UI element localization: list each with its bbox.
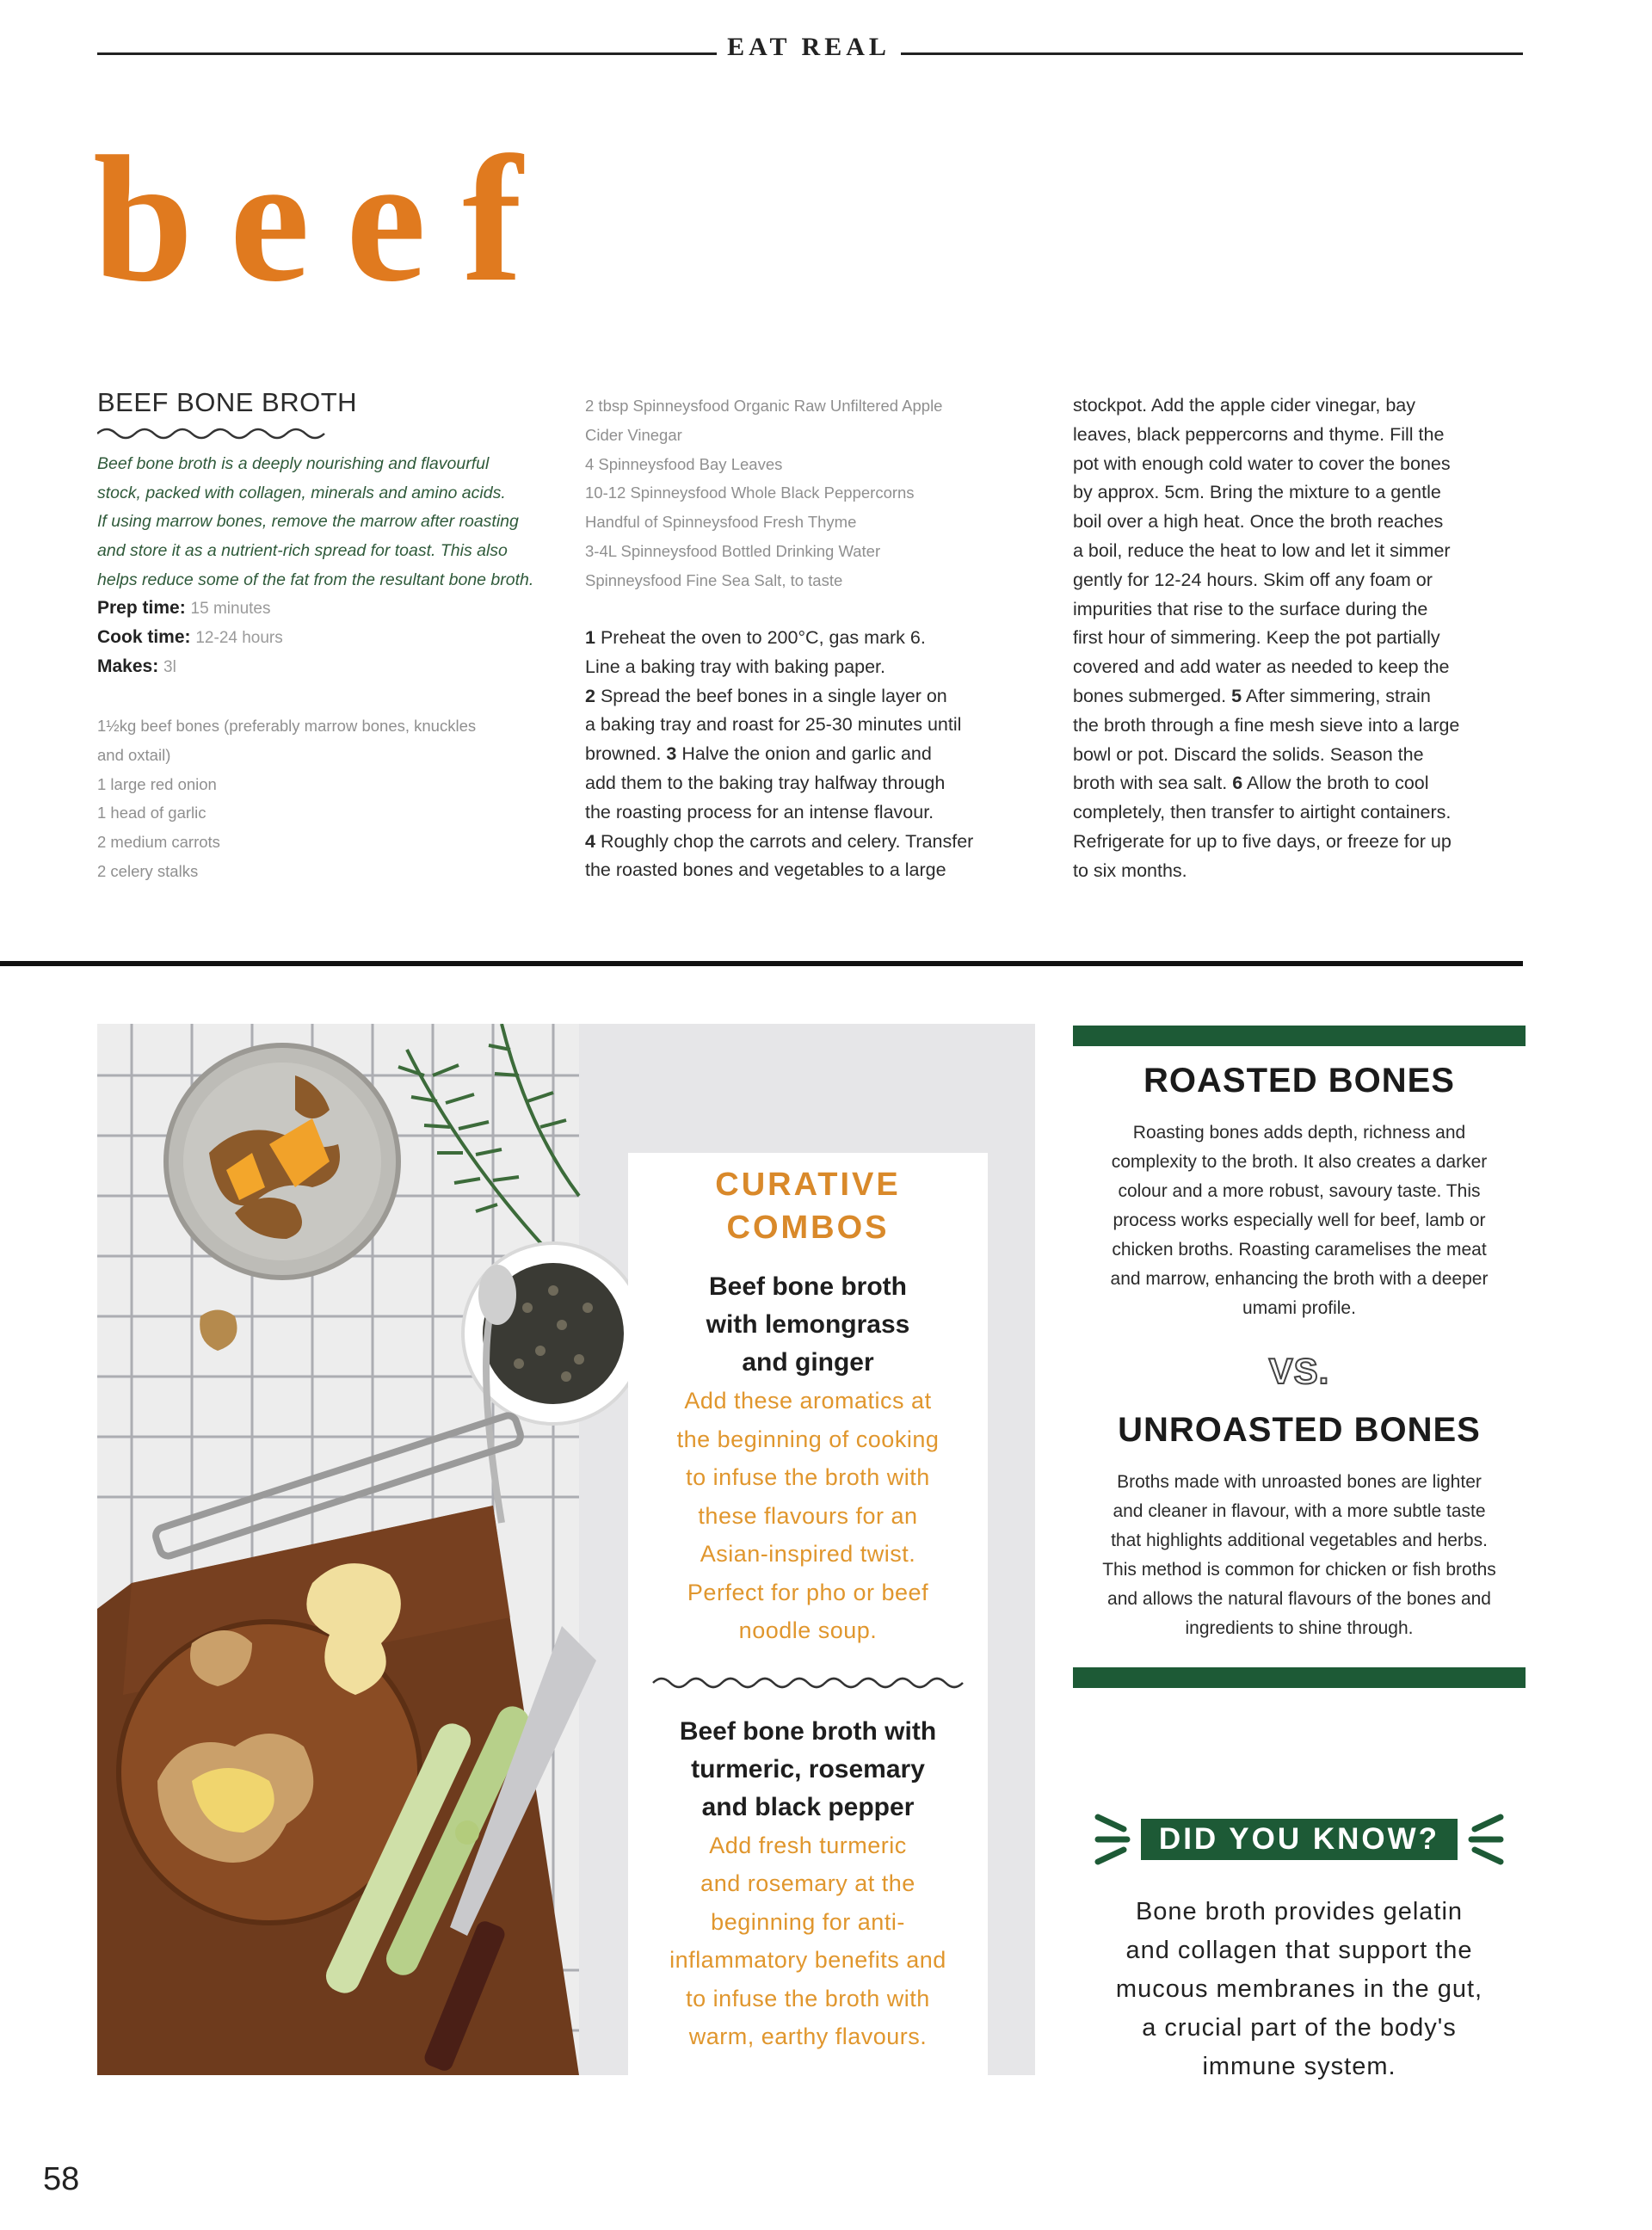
combo-2-title: Beef bone broth with turmeric, rosemary and black pepper	[679, 1716, 937, 1821]
burst-right-icon	[1464, 1807, 1507, 1872]
method-line: bowl or pot. Discard the solids. Season the	[1073, 743, 1424, 765]
ingredient: 3-4L Spinneysfood Bottled Drinking Water	[585, 541, 881, 560]
card-title: CURATIVE	[715, 1167, 901, 1203]
combo-1-title: Beef bone broth with lemongrass and ginger	[706, 1272, 910, 1377]
page-title: beef	[93, 120, 559, 319]
did-you-know-label: DID YOU KNOW?	[1141, 1819, 1458, 1860]
card-title: COMBOS	[726, 1210, 890, 1246]
method-line: covered and add water as needed to keep the	[1073, 656, 1450, 678]
ingredient: 1 large red onion	[97, 774, 217, 793]
method-line: to six months.	[1073, 859, 1187, 881]
method-line: by approx. 5cm. Bring the mixture to a gentle	[1073, 482, 1441, 503]
food-photo	[97, 1024, 1035, 2075]
method-line: Line a baking tray with baking paper.	[585, 656, 886, 677]
ingredient: Spinneysfood Fine Sea Salt, to taste	[585, 570, 843, 589]
roasted-text: Roasting bones adds depth, richness and complexity to the broth. It also creates a darker colour and a more robust, savoury taste. This process works especially well for beef, lamb or chicken broths. Roasting caramelises the meat and marrow, enhancing the broth with a deeper umami profile.	[1110, 1123, 1489, 1318]
section-divider	[0, 961, 1523, 966]
method-line: the roasting process for an intense flavour.	[585, 801, 934, 822]
method-line: first hour of simmering. Keep the pot partially	[1073, 627, 1440, 649]
method-line: stockpot. Add the apple cider vinegar, bay	[1073, 395, 1416, 416]
vs-label: VS.	[1268, 1351, 1330, 1391]
method-line: broth with sea salt. 6 Allow the broth to cool	[1073, 773, 1429, 794]
page-number: 58	[43, 2161, 80, 2197]
header-rule-left	[97, 52, 717, 55]
method-line: the broth through a fine mesh sieve into a large	[1073, 714, 1460, 736]
intro-line: If using marrow bones, remove the marrow after roasting	[97, 512, 519, 532]
method-line: gently for 12-24 hours. Skim off any foam or	[1073, 569, 1433, 590]
method-line: a boil, reduce the heat to low and let it simmer	[1073, 539, 1451, 561]
ingredient-list-1	[97, 712, 545, 886]
ingredient: 2 tbsp Spinneysfood Organic Raw Unfiltered Apple	[585, 397, 943, 415]
roasted-title: ROASTED BONES	[1143, 1062, 1455, 1100]
ingredient: and oxtail)	[97, 745, 171, 764]
recipe-title: BEEF BONE BROTH	[97, 387, 358, 417]
method-line: leaves, black peppercorns and thyme. Fill the	[1073, 423, 1445, 445]
ingredient: 1½kg beef bones (preferably marrow bones, knuckles	[97, 717, 477, 735]
method-line: 2 Spread the beef bones in a single layer on	[585, 685, 947, 706]
unroasted-title: UNROASTED BONES	[1118, 1411, 1481, 1449]
method-line: add them to the baking tray halfway through	[585, 772, 946, 793]
ingredient: 4 Spinneysfood Bay Leaves	[585, 454, 783, 473]
green-bar-top	[1073, 1026, 1526, 1046]
recipe-intro	[97, 450, 545, 595]
header-rule-right	[901, 52, 1523, 55]
method-line: browned. 3 Halve the onion and garlic and	[585, 743, 932, 765]
ingredient-list-2	[585, 391, 1050, 595]
did-you-know-text: Bone broth provides gelatin and collagen that support the mucous membranes in the gut, a crucial part of the body's immune system.	[1115, 1898, 1483, 2080]
curative-combos-card	[628, 1153, 988, 2075]
combo-1-body: Add these aromatics at the beginning of cooking to infuse the broth with these flavours for an Asian-inspired twist. Perfect for pho or beef noodle soup.	[676, 1388, 940, 1643]
method-line: Refrigerate for up to five days, or freeze for up	[1073, 830, 1452, 852]
method-line: bones submerged. 5 After simmering, strain	[1073, 685, 1431, 706]
ingredient: 2 celery stalks	[97, 861, 199, 880]
method-line: a baking tray and roast for 25-30 minutes until	[585, 714, 962, 736]
method-line: impurities that rise to the surface during the	[1073, 598, 1428, 619]
section-label: EAT REAL	[727, 33, 891, 61]
intro-line: stock, packed with collagen, minerals and amino acids.	[97, 483, 506, 502]
green-bar-bottom	[1073, 1667, 1526, 1688]
ingredient: 10-12 Spinneysfood Whole Black Peppercorns	[585, 484, 915, 502]
ingredient: Handful of Spinneysfood Fresh Thyme	[585, 513, 857, 532]
method-line: completely, then transfer to airtight containers.	[1073, 802, 1452, 823]
method-line: the roasted bones and vegetables to a large	[585, 859, 946, 881]
method-col-2	[585, 624, 1050, 885]
method-col-3	[1073, 391, 1538, 886]
cook-time: Cook time: 12-24 hours	[97, 627, 283, 647]
wavy-divider-icon	[648, 1672, 968, 1693]
prep-time: Prep time: 15 minutes	[97, 598, 271, 618]
ingredient: 2 medium carrots	[97, 833, 220, 852]
intro-line: helps reduce some of the fat from the resultant bone broth.	[97, 570, 534, 589]
intro-line: and store it as a nutrient-rich spread for toast. This also	[97, 541, 508, 561]
burst-left-icon	[1091, 1807, 1134, 1872]
intro-line: Beef bone broth is a deeply nourishing and flavourful	[97, 454, 490, 473]
method-line: 1 Preheat the oven to 200°C, gas mark 6.	[585, 627, 926, 648]
wavy-divider-icon	[97, 425, 331, 442]
ingredient: 1 head of garlic	[97, 804, 206, 822]
method-line: boil over a high heat. Once the broth reaches	[1073, 511, 1444, 533]
combo-2-body: Add fresh turmeric and rosemary at the beginning for anti- inflammatory benefits and to infuse the broth with warm, earthy flavours.	[669, 1832, 946, 2049]
unroasted-text: Broths made with unroasted bones are lighter and cleaner in flavour, with a more subtle taste that highlights additional vegetables and herbs. This method is common for chicken or fish broths and allows the natural flavours of the bones and ingredients to shine through.	[1102, 1472, 1496, 1638]
method-line: 4 Roughly chop the carrots and celery. Transfer	[585, 830, 974, 852]
makes: Makes: 3l	[97, 656, 176, 676]
method-line: pot with enough cold water to cover the bones	[1073, 453, 1451, 474]
ingredient: Cider Vinegar	[585, 425, 682, 444]
